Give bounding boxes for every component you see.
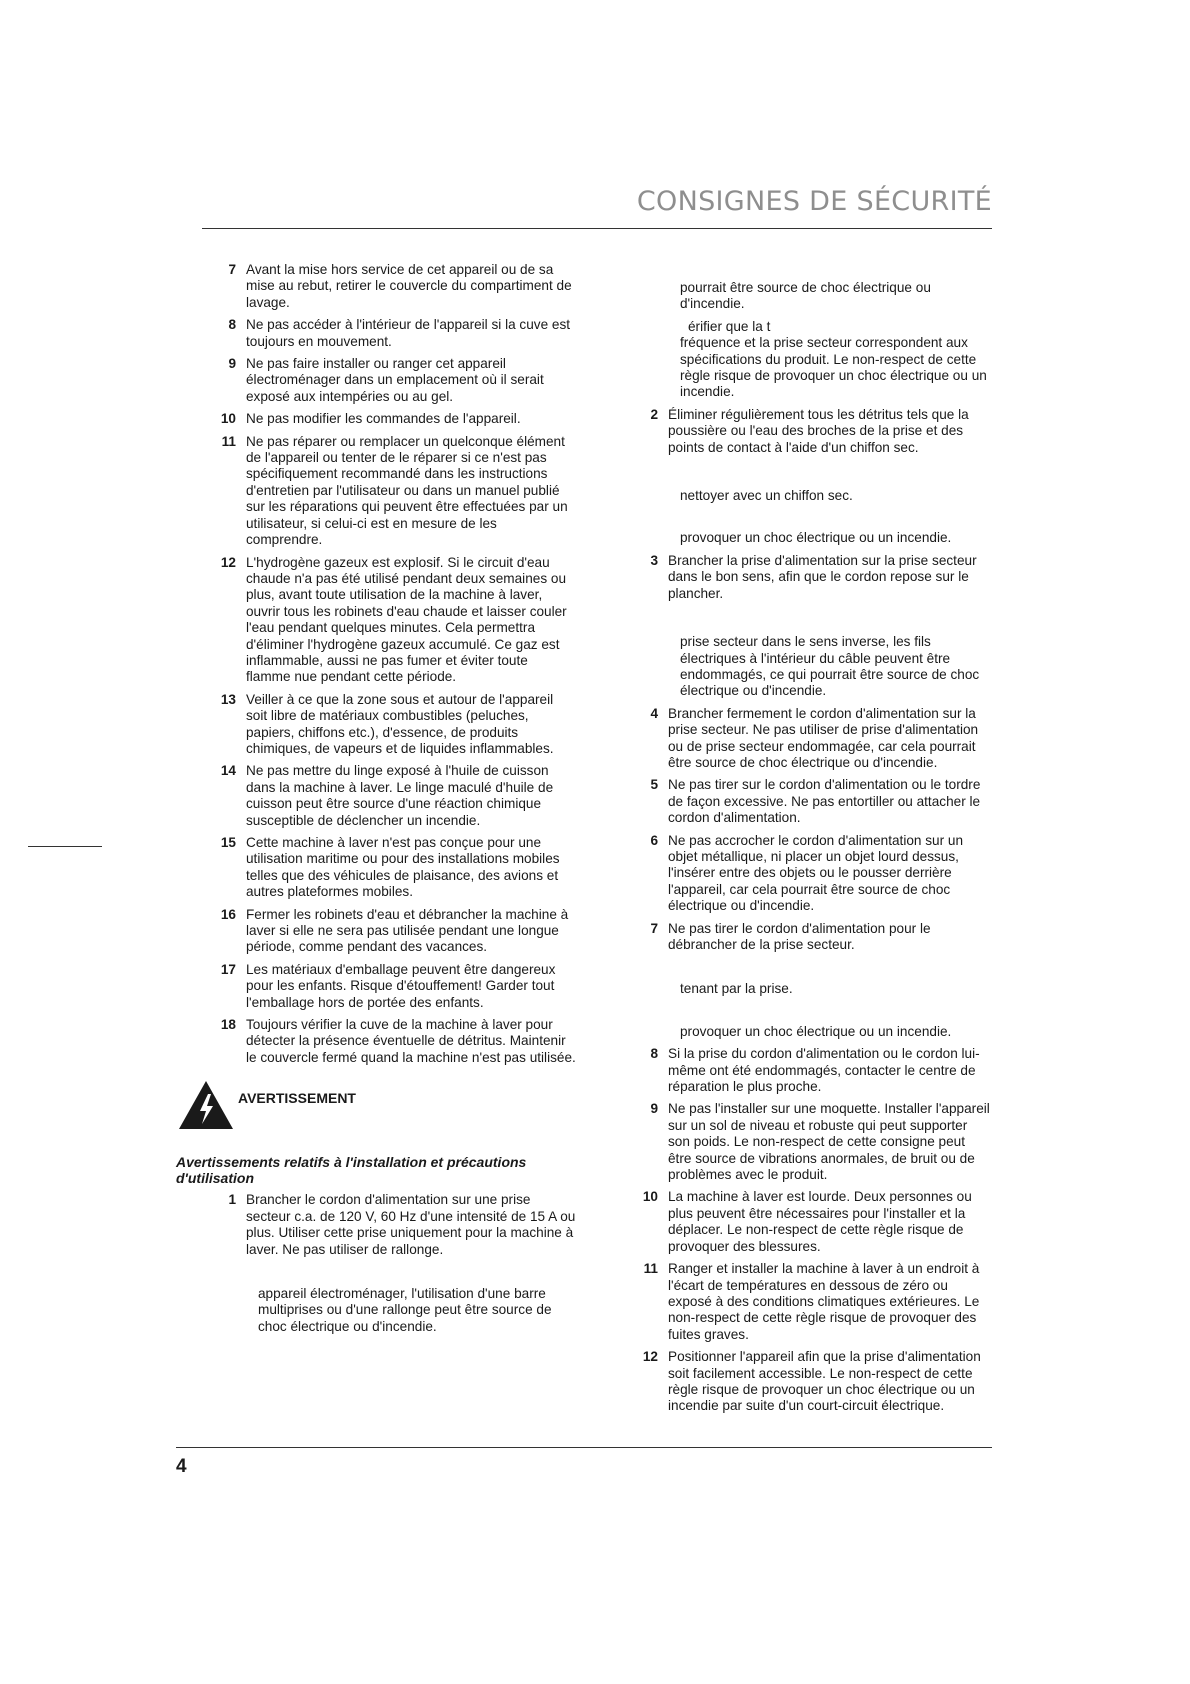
list-item [636,777,992,826]
item-text: Ranger et installer la machine à laver à un endroit à l'écart de températures en dessous de zéro ou exposé à des conditions climatiques extérieures. Le non-respect de cette règle risque de provoquer des fuites graves. [668,1261,980,1342]
item-number: 9 [228,356,236,372]
list-item [176,907,576,956]
item-number: 5 [650,777,658,793]
list-item [176,434,576,549]
list-item [176,262,576,311]
item-number: 17 [220,961,236,977]
item-text: Ne pas tirer le cordon d'alimentation pour le débrancher de la prise secteur. [668,920,931,952]
list-item [176,555,576,686]
item-number: 1 [228,1192,236,1208]
item-number: 7 [650,920,658,936]
item-text: L'hydrogène gazeux est explosif. Si le circuit d'eau chaude n'a pas été utilisé pendant deux semaines ou plus, avant toute utilisation de la machine à laver, ouvrir tous les robinets d'eau chaude et laisser couler l'eau pendant quelques minutes. Cela permettra d'éliminer l'hydrogène gazeux accumulé. Ce gaz est inflammable, aussi ne pas fumer et éviter toute flamme nue pendant cette période. [246,554,567,685]
item-text: Les matériaux d'emballage peuvent être dangereux pour les enfants. Risque d'étouffement! Garder tout l'emballage hors de portée des enfants. [246,961,556,1010]
item-text: Brancher le cordon d'alimentation sur une prise secteur c.a. de 120 V, 60 Hz d'une intensité de 15 A ou plus. Utiliser cette prise uniquement pour la machine à laver. Ne pas utiliser de rallonge. [246,1192,576,1257]
item-text: Positionner l'appareil afin que la prise d'alimentation soit facilement accessible. Le non-respect de cette règle risque de provoquer un choc électrique ou un incendie par suite d'un court-circuit électrique. [668,1349,981,1414]
list-item [636,1046,992,1095]
item-number: 11 [221,433,236,449]
item-text: Cette machine à laver n'est pas conçue pour une utilisation maritime ou pour des installations mobiles telles que des véhicules de plaisance, des avions et autres plateformes mobiles. [246,835,560,900]
list-item [636,921,992,954]
item-number: 12 [220,554,236,570]
item-text: Avant la mise hors service de cet appareil ou de sa mise au rebut, retirer le couvercle du compartiment de lavage. [246,262,572,310]
list-item [176,1017,576,1066]
list-item [176,411,576,427]
list-item [636,1101,992,1183]
warning-label: AVERTISSEMENT [238,1090,356,1107]
continuation-text: appareil électroménager, l'utilisation d'une barre multiprises ou d'une rallonge peut être source de choc électrique ou d'incendie. [258,1285,552,1334]
item-number: 10 [220,411,236,427]
page-section-title: CONSIGNES DE SÉCURITÉ [636,186,992,217]
list-item [176,1192,576,1258]
page-number: 4 [176,1456,187,1477]
list-item [636,553,992,602]
continuation-text: provoquer un choc électrique ou un incendie. [680,1023,952,1039]
item-number: 7 [228,262,236,277]
item-number: 18 [220,1017,236,1033]
item-text: Brancher fermement le cordon d'alimentation sur la prise secteur. Ne pas utiliser de prise d'alimentation ou de prise secteur endommagée, car cela pourrait être source de choc électrique ou d'incendie. [668,705,979,770]
item-text: Ne pas tirer sur le cordon d'alimentation ou le tordre de façon excessive. Ne pas entortiller ou attacher le cordon d'alimentation. [668,777,981,826]
continuation-text: fréquence et la prise secteur correspondent aux spécifications du produit. Le non-respect de cette règle risque de provoquer un choc électrique ou un incendie. [680,335,987,400]
continuation-text: tenant par la prise. [680,981,793,997]
continuation-text: prise secteur dans le sens inverse, les fils électriques à l'intérieur du câble peuvent être endommagés, ce qui pourrait être source de choc électrique ou d'incendie. [680,634,980,699]
item-text: Ne pas faire installer ou ranger cet appareil électroménager dans un emplacement où il serait exposé aux intempéries ou au gel. [246,356,544,404]
item-number: 9 [650,1101,658,1117]
left-column [176,262,576,1335]
continuation-text: provoquer un choc électrique ou un incendie. [680,530,952,546]
item-number: 8 [650,1046,658,1062]
list-item [636,706,992,772]
list-item [636,407,992,456]
electric-hazard-warning-icon [178,1080,234,1130]
margin-mark [28,846,102,847]
item-number: 4 [650,705,658,721]
continuation-text: érifier que la t [688,318,771,334]
item-text: Toujours vérifier la cuve de la machine à laver pour détecter la présence éventuelle de détritus. Maintenir le couvercle fermé quand la machine n'est pas utilisée. [246,1017,576,1065]
item-number: 11 [643,1261,658,1277]
list-item [636,1189,992,1255]
item-text: Veiller à ce que la zone sous et autour de l'appareil soit libre de matériaux combustibles (peluches, papiers, chiffons etc.), d'essence, de produits chimiques, de vapeurs et de liquides inflammables. [246,691,554,756]
item-text: Brancher la prise d'alimentation sur la prise secteur dans le bon sens, afin que le cordon repose sur le plancher. [668,552,977,601]
section-subheading: Avertissements relatifs à l'installation et précautions d'utilisation [176,1154,527,1187]
list-item [176,763,576,829]
item-number: 13 [220,691,236,707]
item-number: 15 [220,835,236,850]
warning-block [176,1080,576,1154]
continuation-text: pourrait être source de choc électrique ou d'incendie. [680,280,931,312]
footer-divider [176,1447,992,1448]
item-number: 12 [642,1349,658,1365]
list-item [176,692,576,758]
item-number: 6 [650,832,658,848]
list-item [636,833,992,915]
item-text: Ne pas mettre du linge exposé à l'huile de cuisson dans la machine à laver. Le linge maculé d'huile de cuisson peut être source d'une réaction chimique susceptible de déclencher un incendie. [246,763,554,828]
item-text: Ne pas modifier les commandes de l'appareil. [246,411,521,427]
list-item [176,317,576,350]
item-text: Ne pas accrocher le cordon d'alimentation sur un objet métallique, ni placer un objet lourd dessus, l'insérer entre des objets ou le pousser derrière l'appareil, car cela pourrait être source de choc électrique ou d'incendie. [668,832,964,914]
list-item [636,1349,992,1415]
header-divider [202,228,992,229]
item-number: 3 [650,552,658,568]
item-text: Ne pas l'installer sur une moquette. Installer l'appareil sur un sol de niveau et robuste qui peut supporter son poids. Le non-respect de cette consigne peut être source de vibrations anormales, de bruit ou de problèmes avec le produit. [668,1101,990,1183]
item-text: La machine à laver est lourde. Deux personnes ou plus peuvent être nécessaires pour l'installer et la déplacer. Le non-respect de cette règle risque de provoquer des blessures. [668,1189,972,1254]
right-column [636,280,992,1421]
item-text: Ne pas accéder à l'intérieur de l'appareil si la cuve est toujours en mouvement. [246,317,571,349]
item-text: Éliminer régulièrement tous les détritus tels que la poussière ou l'eau des broches de la prise et des points de contact à l'aide d'un chiffon sec. [668,406,969,455]
item-text: Fermer les robinets d'eau et débrancher la machine à laver si elle ne sera pas utilisée pendant une longue période, comme pendant des vacances. [246,906,569,955]
item-number: 14 [220,763,236,779]
item-number: 16 [220,906,236,922]
item-text: Ne pas réparer ou remplacer un quelconque élément de l'appareil ou tenter de le réparer si ce n'est pas spécifiquement recommandé dans les instructions d'entretien par l'utilisateur ou dans un manuel publié sur les réparations qui peuvent être effectuées par un utilisateur, si celui-ci est en mesure de les comprendre. [246,433,568,548]
item-number: 8 [228,317,236,333]
list-item [176,962,576,1011]
list-item [176,356,576,405]
continuation-text: nettoyer avec un chiffon sec. [680,488,853,504]
list-item [176,835,576,901]
item-number: 2 [650,406,658,422]
list-item [636,1261,992,1343]
item-text: Si la prise du cordon d'alimentation ou le cordon lui-même ont été endommagés, contacter le centre de réparation le plus proche. [668,1046,980,1095]
item-number: 10 [642,1189,658,1205]
